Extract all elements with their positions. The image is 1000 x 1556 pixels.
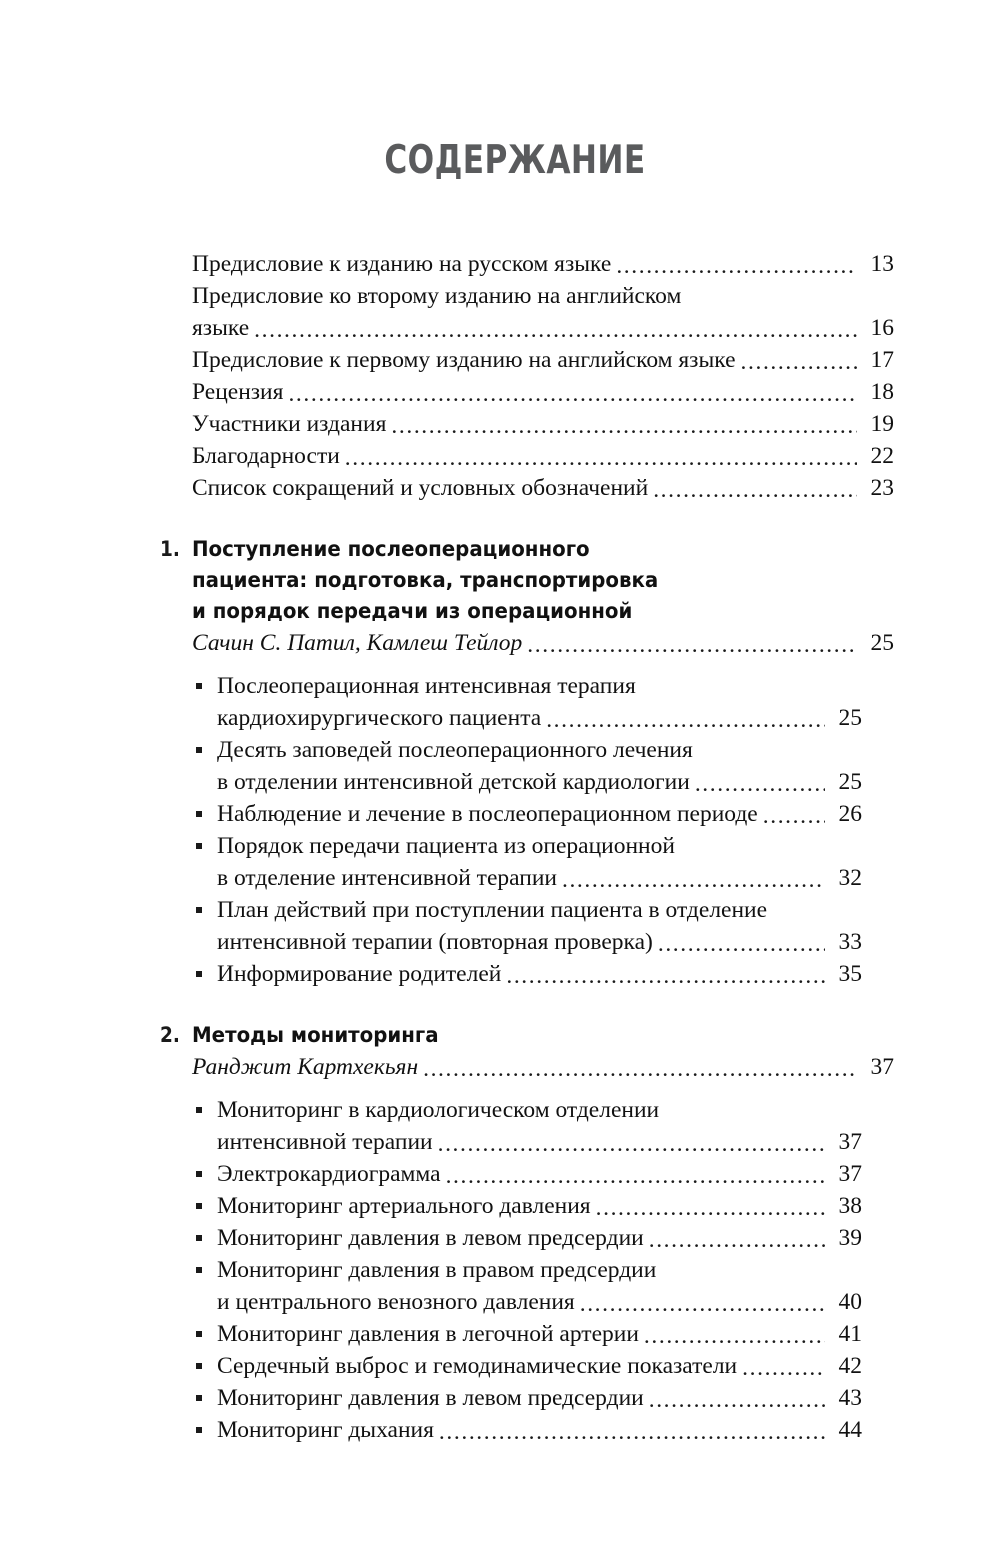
dot-leader xyxy=(438,1130,825,1158)
chapter-entry-text[interactable] xyxy=(217,1222,862,1254)
front-matter-entry[interactable] xyxy=(192,344,894,376)
chapter-entry-text-label: Информирование родителей xyxy=(217,961,502,987)
chapter-entry[interactable] xyxy=(196,1222,862,1254)
front-matter-entry-page-number: 13 xyxy=(870,251,894,277)
chapter-title xyxy=(192,1020,808,1051)
chapter-1 xyxy=(160,534,894,990)
front-matter-entry-label: Список сокращений и условных обозначений xyxy=(192,475,649,501)
chapter-entry[interactable] xyxy=(196,1094,862,1158)
chapter-entry-text-line: Мониторинг давления в правом предсердии xyxy=(217,1257,657,1283)
chapter-entry-text-page-number: 25 xyxy=(838,769,862,795)
dot-leader xyxy=(254,316,857,344)
chapter-title-line: Методы мониторинга xyxy=(192,1023,439,1048)
front-matter-entry-label: Рецензия xyxy=(192,379,284,405)
chapter-entry-text-page-number: 44 xyxy=(838,1417,862,1443)
dot-leader xyxy=(423,1055,857,1083)
front-matter-entry[interactable] xyxy=(192,248,894,280)
dot-leader xyxy=(439,1418,825,1446)
chapter-heading[interactable] xyxy=(160,1020,862,1051)
dot-leader xyxy=(658,930,825,958)
toc-content xyxy=(160,248,894,1446)
chapter-entry-text-label: Электрокардиограмма xyxy=(217,1161,441,1187)
chapter-entry-text-label: Наблюдение и лечение в послеоперационном периоде xyxy=(217,801,758,827)
square-bullet-icon xyxy=(196,1363,202,1369)
chapter-heading[interactable] xyxy=(160,534,862,627)
chapter-page-number: 37 xyxy=(870,1054,894,1080)
chapter-authors: Ранджит Картхекьян xyxy=(192,1054,419,1080)
square-bullet-icon xyxy=(196,971,202,977)
chapter-entry[interactable] xyxy=(196,958,862,990)
square-bullet-icon xyxy=(196,747,202,753)
chapter-entry-text-label: и центрального венозного давления xyxy=(217,1289,575,1315)
chapter-entry-list xyxy=(196,670,862,990)
front-matter-list xyxy=(192,248,894,504)
square-bullet-icon xyxy=(196,907,202,913)
chapter-entry-text-line: Десять заповедей послеоперационного лечения xyxy=(217,737,693,763)
front-matter-entry[interactable] xyxy=(192,472,894,504)
chapter-entry-text-label: Мониторинг давления в левом предсердии xyxy=(217,1225,644,1251)
chapter-authors: Сачин С. Патил, Камлеш Тейлор xyxy=(192,630,523,656)
chapter-entry[interactable] xyxy=(196,1190,862,1222)
chapter-number: 1. xyxy=(160,537,180,561)
dot-leader xyxy=(649,1226,825,1254)
dot-leader xyxy=(653,476,857,504)
dot-leader xyxy=(288,380,857,408)
front-matter-entry-page-number: 18 xyxy=(870,379,894,405)
chapter-entry-text-label: интенсивной терапии (повторная проверка) xyxy=(217,929,653,955)
chapter-entry-text-page-number: 40 xyxy=(838,1289,862,1315)
chapter-entry-text[interactable] xyxy=(217,702,862,734)
front-matter-entry-label: Участники издания xyxy=(192,411,387,437)
chapter-entry-text-label: Мониторинг артериального давления xyxy=(217,1193,591,1219)
chapter-entry-text-page-number: 37 xyxy=(838,1129,862,1155)
dot-leader xyxy=(546,706,825,734)
front-matter-entry-page-number: 17 xyxy=(870,347,894,373)
dot-leader xyxy=(616,252,857,280)
chapter-entry[interactable] xyxy=(196,1414,862,1446)
front-matter-entry-page-number: 23 xyxy=(870,475,894,501)
square-bullet-icon xyxy=(196,683,202,689)
chapter-entry-text[interactable] xyxy=(217,1190,862,1222)
dot-leader xyxy=(506,962,825,990)
chapter-entry-text-line: Послеоперационная интенсивная терапия xyxy=(217,673,636,699)
chapter-entry-text[interactable] xyxy=(217,1382,862,1414)
chapter-entry-text[interactable] xyxy=(217,862,862,894)
dot-leader xyxy=(742,1354,825,1382)
chapter-entry-text-page-number: 38 xyxy=(838,1193,862,1219)
chapter-entry[interactable] xyxy=(196,1158,862,1190)
chapter-entry-text-page-number: 37 xyxy=(838,1161,862,1187)
chapter-entry-text-label: в отделении интенсивной детской кардиологии xyxy=(217,769,690,795)
front-matter-entry-label: Предисловие к первому изданию на английском языке xyxy=(192,347,736,373)
chapter-title xyxy=(192,534,808,627)
front-matter-entry-line: Предисловие ко второму изданию на английском xyxy=(192,283,682,309)
chapter-entry[interactable] xyxy=(196,894,862,958)
chapter-entry-text[interactable] xyxy=(217,1158,862,1190)
chapter-entry-text-label: в отделение интенсивной терапии xyxy=(217,865,557,891)
square-bullet-icon xyxy=(196,1235,202,1241)
chapter-list xyxy=(160,534,894,1446)
page-title: СОДЕРЖАНИЕ xyxy=(384,138,646,183)
square-bullet-icon xyxy=(196,1267,202,1273)
chapter-entry-text-page-number: 43 xyxy=(838,1385,862,1411)
square-bullet-icon xyxy=(196,1395,202,1401)
chapter-entry-text-line: Мониторинг в кардиологическом отделении xyxy=(217,1097,660,1123)
front-matter-entry-page-number: 19 xyxy=(870,411,894,437)
chapter-entry-text-line: Порядок передачи пациента из операционной xyxy=(217,833,675,859)
front-matter-entry-page-number: 22 xyxy=(870,443,894,469)
square-bullet-icon xyxy=(196,1203,202,1209)
chapter-entry-text-page-number: 25 xyxy=(838,705,862,731)
chapter-entry-text-label: Мониторинг давления в легочной артерии xyxy=(217,1321,639,1347)
chapter-entry-text[interactable] xyxy=(217,1286,862,1318)
chapter-entry-text[interactable] xyxy=(217,1318,862,1350)
chapter-author-row[interactable] xyxy=(192,1051,894,1083)
front-matter-entry-label: языке xyxy=(192,315,250,341)
chapter-entry-text-page-number: 35 xyxy=(838,961,862,987)
chapter-entry-text-page-number: 42 xyxy=(838,1353,862,1379)
front-matter-entry-label: Предисловие к изданию на русском языке xyxy=(192,251,612,277)
chapter-entry[interactable] xyxy=(196,734,862,798)
chapter-entry-text-label: интенсивной терапии xyxy=(217,1129,433,1155)
chapter-entry-text-label: кардиохирургического пациента xyxy=(217,705,542,731)
chapter-entry-text[interactable] xyxy=(217,1126,862,1158)
chapter-entry-text-page-number: 32 xyxy=(838,865,862,891)
chapter-entry-list xyxy=(196,1094,862,1446)
dot-leader xyxy=(580,1290,825,1318)
dot-leader xyxy=(763,802,825,830)
dot-leader xyxy=(649,1386,825,1414)
chapter-2 xyxy=(160,1020,894,1446)
square-bullet-icon xyxy=(196,843,202,849)
chapter-entry-text-label: Мониторинг давления в левом предсердии xyxy=(217,1385,644,1411)
front-matter-entry[interactable] xyxy=(192,376,894,408)
chapter-entry[interactable] xyxy=(196,670,862,734)
chapter-entry-text-page-number: 26 xyxy=(838,801,862,827)
chapter-entry-text-label: Мониторинг дыхания xyxy=(217,1417,434,1443)
dot-leader xyxy=(562,866,825,894)
dot-leader xyxy=(644,1322,825,1350)
square-bullet-icon xyxy=(196,811,202,817)
chapter-entry-text[interactable] xyxy=(217,958,862,990)
chapter-entry[interactable] xyxy=(196,1254,862,1318)
chapter-entry[interactable] xyxy=(196,798,862,830)
dot-leader xyxy=(446,1162,825,1190)
chapter-page-number: 25 xyxy=(870,630,894,656)
dot-leader xyxy=(741,348,857,376)
front-matter-entry[interactable] xyxy=(192,312,894,344)
square-bullet-icon xyxy=(196,1107,202,1113)
chapter-entry-text[interactable] xyxy=(217,926,862,958)
square-bullet-icon xyxy=(196,1427,202,1433)
square-bullet-icon xyxy=(196,1331,202,1337)
chapter-entry-text[interactable] xyxy=(217,1414,862,1446)
chapter-entry[interactable] xyxy=(196,1350,862,1382)
chapter-entry-text-page-number: 33 xyxy=(838,929,862,955)
dot-leader xyxy=(695,770,825,798)
chapter-number: 2. xyxy=(160,1023,180,1047)
dot-leader xyxy=(596,1194,825,1222)
chapter-title-line: и порядок передачи из операционной xyxy=(192,599,633,624)
square-bullet-icon xyxy=(196,1171,202,1177)
front-matter-entry-label: Благодарности xyxy=(192,443,340,469)
chapter-entry-text-line: План действий при поступлении пациента в отделение xyxy=(217,897,768,923)
front-matter-entry[interactable] xyxy=(192,408,894,440)
dot-leader xyxy=(527,631,857,659)
chapter-entry-text[interactable] xyxy=(217,1350,862,1382)
chapter-entry[interactable] xyxy=(196,1318,862,1350)
chapter-author-row[interactable] xyxy=(192,627,894,659)
chapter-entry-text[interactable] xyxy=(217,798,862,830)
chapter-entry-text-page-number: 41 xyxy=(838,1321,862,1347)
chapter-title-line: пациента: подготовка, транспортировка xyxy=(192,568,659,593)
front-matter-entry[interactable] xyxy=(192,440,894,472)
chapter-entry[interactable] xyxy=(196,830,862,894)
dot-leader xyxy=(391,412,857,440)
chapter-entry-text-label: Сердечный выброс и гемодинамические показатели xyxy=(217,1353,738,1379)
dot-leader xyxy=(345,444,857,472)
chapter-entry-text-page-number: 39 xyxy=(838,1225,862,1251)
chapter-entry[interactable] xyxy=(196,1382,862,1414)
front-matter-entry-page-number: 16 xyxy=(870,315,894,341)
chapter-title-line: Поступление послеоперационного xyxy=(192,537,590,562)
chapter-entry-text[interactable] xyxy=(217,766,862,798)
